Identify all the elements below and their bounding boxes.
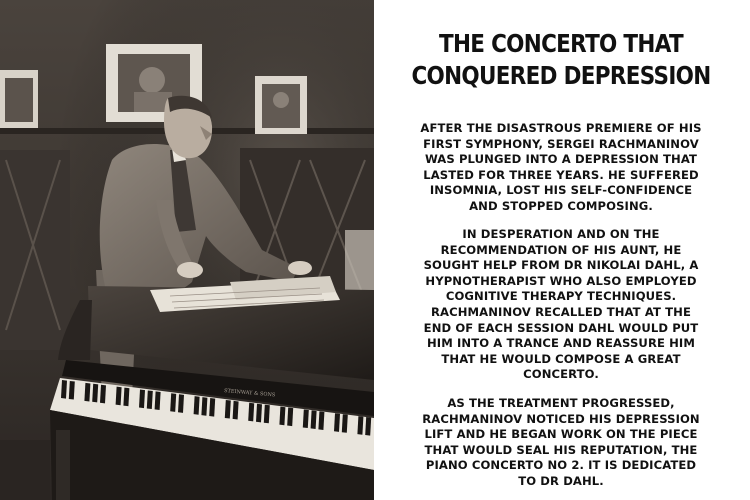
black-key: [256, 404, 262, 423]
black-key: [178, 394, 184, 413]
black-key: [225, 400, 231, 419]
text-line: CONCERTO.: [523, 367, 599, 382]
text-line: LIFT AND HE BEGAN WORK ON THE PIECE: [424, 427, 698, 442]
text-line: RACHMANINOV NOTICED HIS DEPRESSION: [422, 411, 700, 426]
black-key: [139, 390, 145, 409]
text-line: THAT WOULD SEAL HIS REPUTATION, THE: [424, 442, 698, 457]
headline: [405, 28, 716, 92]
paragraph-outcome: [392, 396, 730, 490]
black-key: [116, 387, 122, 406]
black-key: [311, 410, 317, 429]
text-line: LASTED FOR THREE YEARS. HE SUFFERED: [423, 167, 699, 182]
story-text: [392, 0, 730, 500]
black-key: [92, 384, 98, 403]
man-hand: [177, 262, 203, 278]
text-line: SOUGHT HELP FROM: [423, 258, 564, 273]
black-key: [248, 403, 254, 422]
rachmaninov-photo: [0, 0, 374, 500]
black-key: [264, 405, 270, 424]
black-key: [201, 397, 207, 416]
black-key: [209, 398, 215, 417]
headline-line-1: THE CONCERTO THAT: [439, 29, 683, 58]
black-key: [357, 416, 363, 435]
black-key: [342, 414, 348, 433]
black-key: [279, 407, 285, 426]
black-key: [233, 401, 239, 420]
text-line: WAS PLUNGED INTO A DEPRESSION THAT: [424, 152, 698, 167]
piano-brand: STEINWAY & SONS: [223, 388, 276, 399]
text-line: RECOMMENDATION OF HIS AUNT, HE: [440, 242, 682, 257]
black-key: [147, 390, 153, 409]
black-key: [100, 385, 106, 404]
chair: [0, 150, 70, 350]
text-line: END OF EACH SESSION DAHL WOULD PUT: [423, 320, 699, 335]
text-line: RACHMANINOV RECALLED THAT AT THE: [431, 304, 691, 319]
text-line: INSOMNIA, LOST HIS SELF-CONFIDENCE: [429, 183, 693, 198]
black-key: [318, 411, 324, 430]
black-key: [61, 380, 67, 399]
doctor-name: DR NIKOLAI DAHL: [563, 258, 681, 273]
headline-line-2: CONQUERED DEPRESSION: [411, 61, 711, 90]
black-key: [303, 409, 309, 428]
text-line: IN DESPERATION AND ON THE: [462, 227, 660, 241]
black-key: [123, 388, 129, 407]
text-line: TO DR DAHL.: [518, 473, 604, 488]
black-key: [287, 408, 293, 427]
text-line: PIANO CONCERTO NO 2. IT IS DEDICATED: [425, 458, 697, 473]
wall-picture-right: [255, 76, 307, 134]
text-line: COGNITIVE THERAPY TECHNIQUES.: [445, 289, 677, 304]
text-line: FIRST SYMPHONY,: [423, 136, 548, 151]
black-key: [194, 396, 200, 415]
black-key: [155, 391, 161, 410]
black-key: [334, 413, 340, 432]
text-line: , A: [680, 258, 699, 273]
text-line: AS THE TREATMENT PROGRESSED,: [447, 396, 675, 410]
black-key: [365, 417, 371, 436]
black-key: [69, 381, 75, 400]
text-line: HYPNOTHERAPIST WHO ALSO EMPLOYED: [425, 273, 697, 288]
text-line: THAT HE WOULD COMPOSE A GREAT: [441, 351, 681, 366]
black-key: [84, 383, 90, 402]
wall-picture-left: [0, 70, 38, 128]
paragraph-treatment: [392, 227, 730, 383]
paragraph-premiere: [392, 121, 730, 215]
text-line: AFTER THE DISASTROUS PREMIERE OF HIS: [420, 121, 702, 135]
black-key: [170, 393, 176, 412]
text-line: HIM INTO A TRANCE AND REASSURE HIM: [427, 336, 695, 351]
text-line: AND STOPPED COMPOSING.: [469, 198, 653, 213]
composer-name: SERGEI RACHMANINOV: [547, 136, 699, 151]
